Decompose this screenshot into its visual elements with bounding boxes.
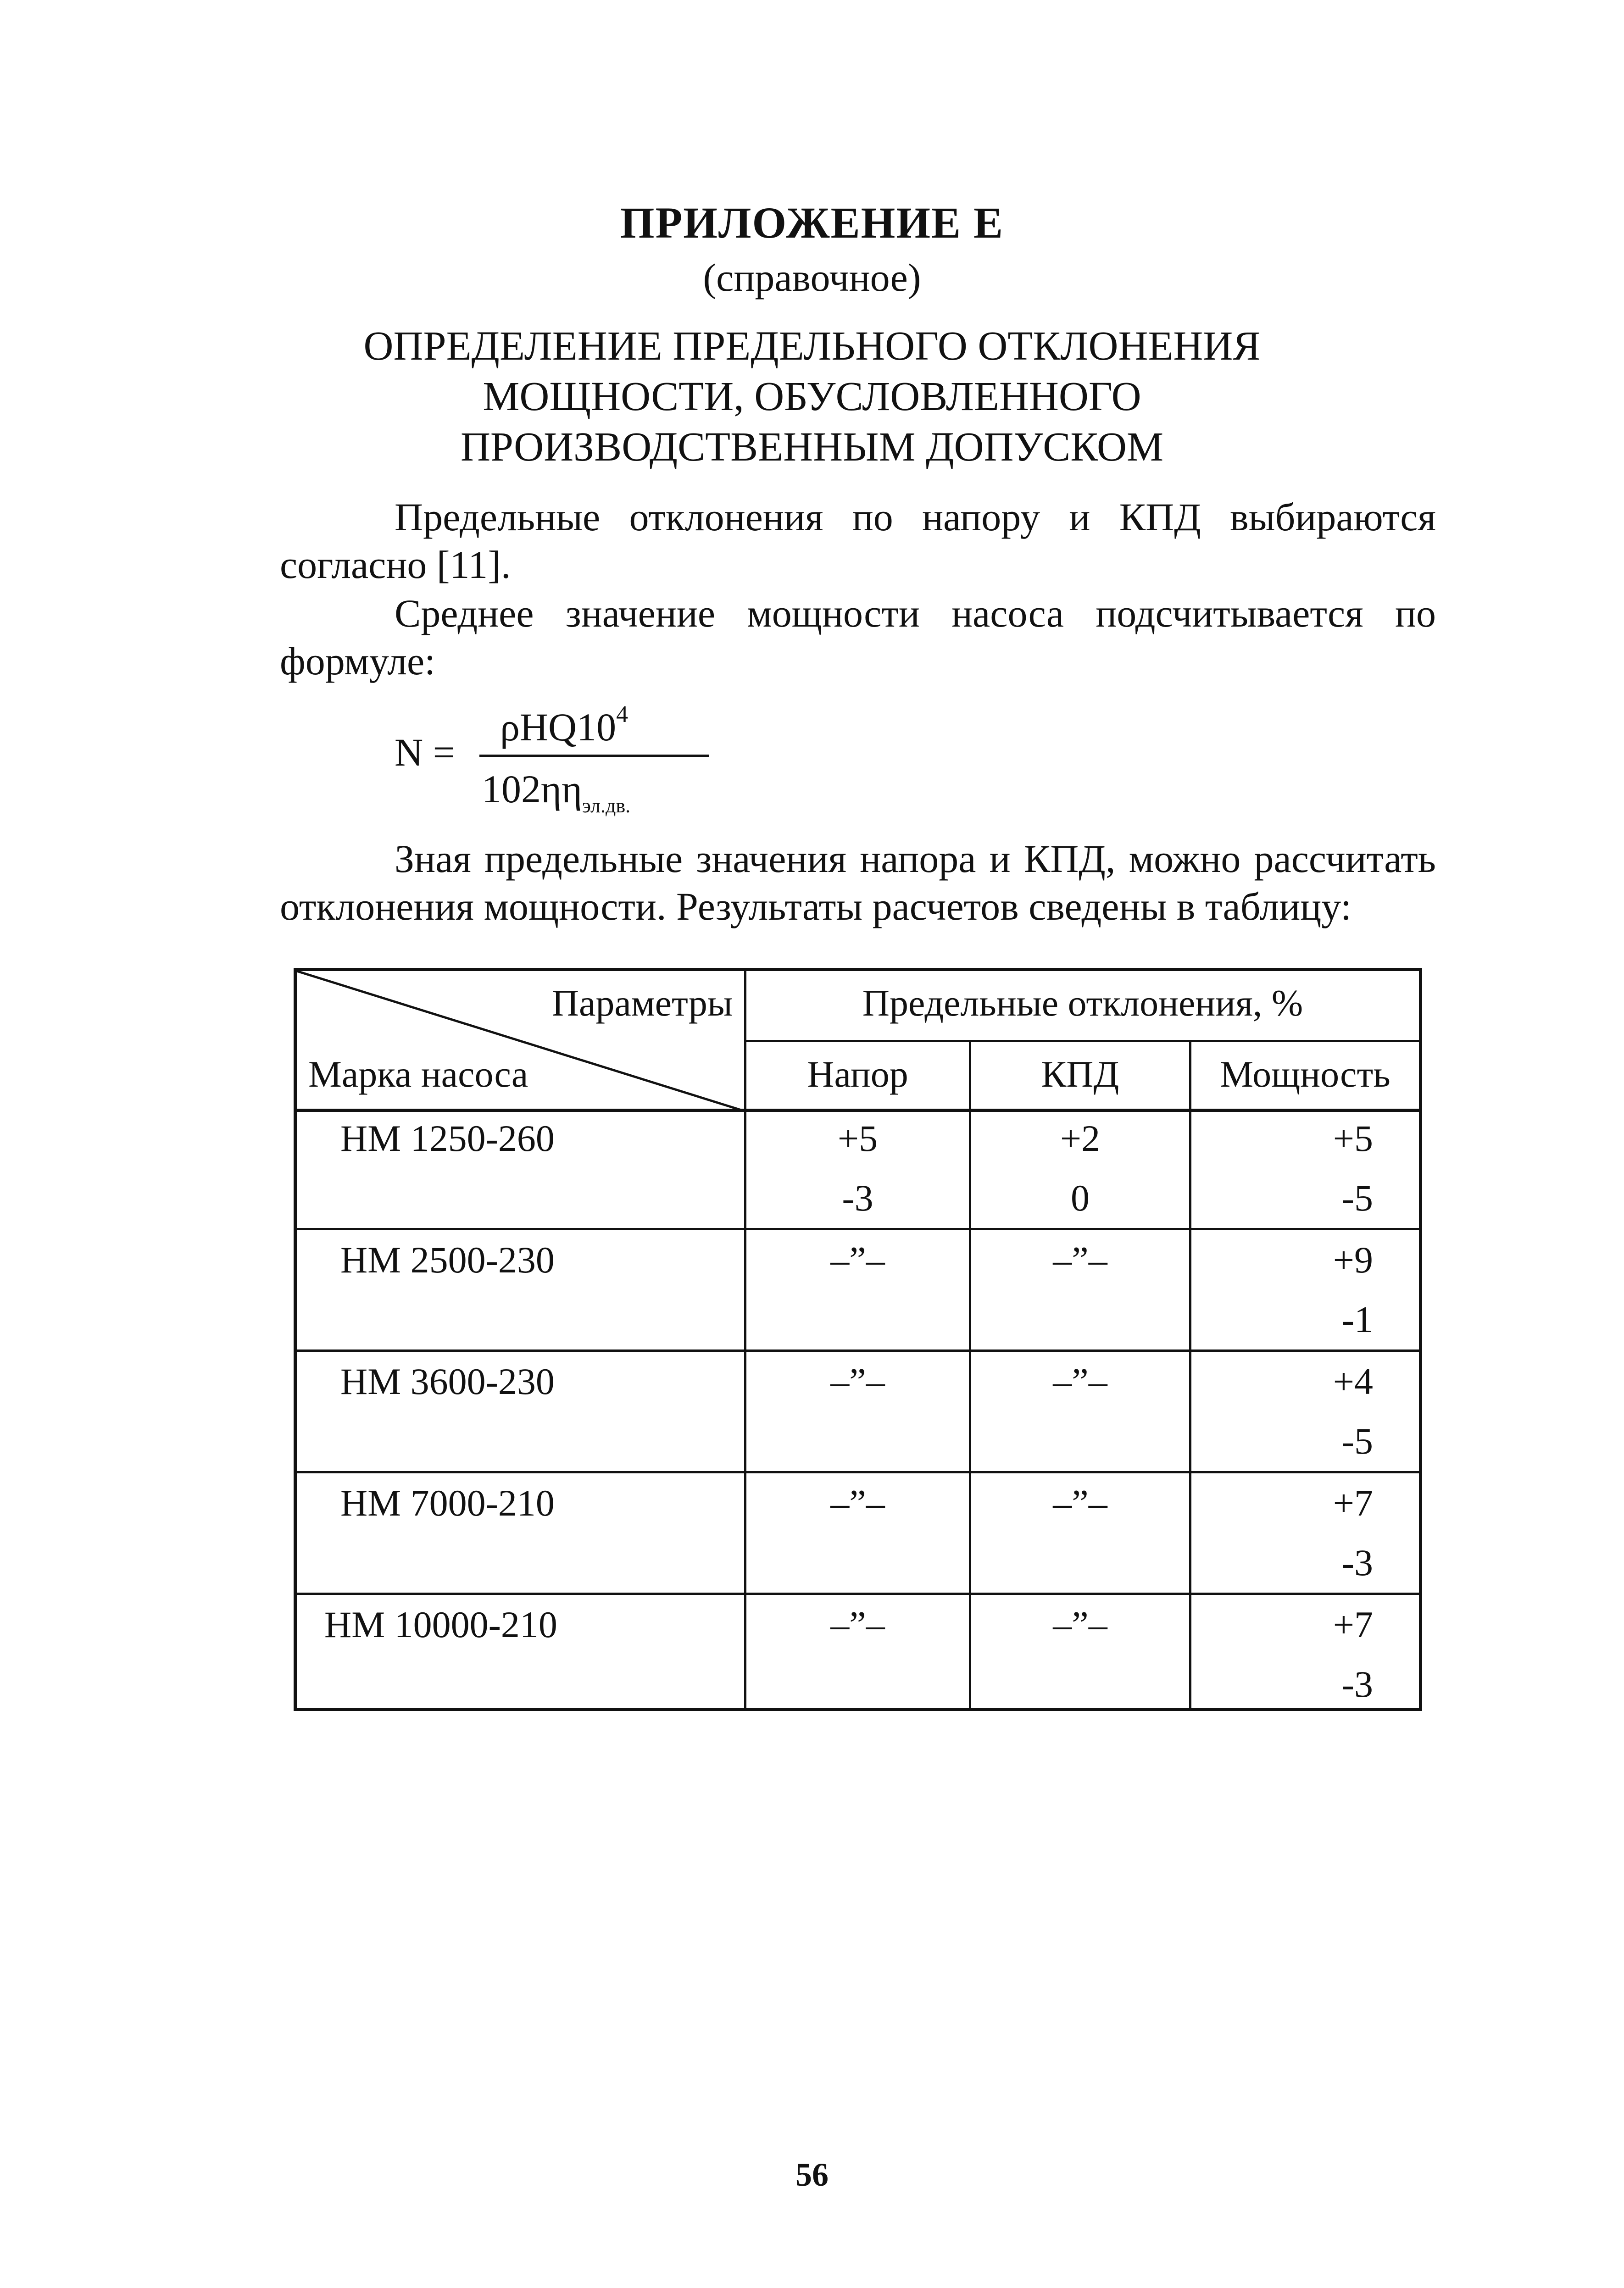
corner-parameters: Параметры xyxy=(551,982,733,1024)
fraction-bar xyxy=(479,755,709,757)
heading-line-2: МОЩНОСТИ, ОБУСЛОВЛЕННОГО xyxy=(483,374,1141,419)
row-divider-1 xyxy=(297,1228,1419,1230)
column-header-head: Напор xyxy=(807,1053,908,1095)
power-plus: +5 xyxy=(1333,1117,1373,1159)
efficiency-minus: 0 xyxy=(1071,1177,1090,1219)
formula-denominator-base: 102ηη xyxy=(482,767,582,811)
paragraph-results: Зная предельные значения напора и КПД, можно рассчитать отклонения мощности. Результаты расчетов сведены в таблицу: xyxy=(280,837,1436,928)
appendix-title: ПРИЛОЖЕНИЕ Е xyxy=(620,198,1004,247)
head-ditto: –”– xyxy=(830,1604,885,1645)
head-ditto: –”– xyxy=(830,1482,885,1524)
efficiency-ditto: –”– xyxy=(1053,1604,1107,1645)
header-bottom-line xyxy=(297,1109,1419,1112)
paragraph-deviations: Предельные отклонения по напору и КПД выбираются согласно [11]. xyxy=(280,495,1436,587)
formula-denominator xyxy=(482,766,631,817)
efficiency-ditto: –”– xyxy=(1053,1482,1107,1524)
power-plus: +7 xyxy=(1333,1482,1373,1524)
formula-numerator-exponent: 4 xyxy=(616,701,628,728)
head-ditto: –”– xyxy=(830,1239,885,1281)
head-minus: -3 xyxy=(842,1177,873,1219)
row-divider-2 xyxy=(297,1349,1419,1352)
deviation-table xyxy=(294,968,1422,1711)
formula-denominator-subscript: эл.дв. xyxy=(582,794,631,817)
heading-line-1: ОПРЕДЕЛЕНИЕ ПРЕДЕЛЬНОГО ОТКЛОНЕНИЯ xyxy=(363,323,1261,369)
power-plus: +4 xyxy=(1333,1361,1373,1402)
column-header-power: Мощность xyxy=(1220,1053,1390,1095)
page-number: 56 xyxy=(795,2156,829,2193)
row-divider-4 xyxy=(297,1593,1419,1595)
pump-name: НМ 2500-230 xyxy=(340,1239,555,1281)
head-plus: +5 xyxy=(837,1117,878,1159)
formula-lhs: N = xyxy=(395,730,456,774)
column-header-efficiency: КПД xyxy=(1041,1053,1119,1095)
pump-name: НМ 10000-210 xyxy=(324,1604,557,1645)
head-ditto: –”– xyxy=(830,1361,885,1402)
pump-name: НМ 1250-260 xyxy=(340,1117,555,1159)
power-minus: -3 xyxy=(1341,1663,1373,1705)
appendix-subtitle: (справочное) xyxy=(703,255,921,300)
efficiency-plus: +2 xyxy=(1060,1117,1101,1159)
formula-numerator-base: ρHQ10 xyxy=(500,705,617,749)
row-divider-3 xyxy=(297,1471,1419,1473)
header-divider xyxy=(744,1040,1419,1042)
group-header-deviations: Предельные отклонения, % xyxy=(862,982,1303,1024)
corner-pump-brand: Марка насоса xyxy=(308,1053,528,1095)
power-minus: -1 xyxy=(1341,1299,1373,1340)
efficiency-ditto: –”– xyxy=(1053,1239,1107,1281)
formula-numerator xyxy=(500,701,628,750)
power-plus: +9 xyxy=(1333,1239,1373,1281)
power-formula xyxy=(395,701,762,823)
heading-line-3: ПРОИЗВОДСТВЕННЫМ ДОПУСКОМ xyxy=(460,424,1164,470)
pump-name: НМ 3600-230 xyxy=(340,1361,555,1402)
power-plus: +7 xyxy=(1333,1604,1373,1645)
pump-name: НМ 7000-210 xyxy=(340,1482,555,1524)
paragraph-average-power: Среднее значение мощности насоса подсчитывается по формуле: xyxy=(280,591,1436,683)
power-minus: -3 xyxy=(1341,1542,1373,1583)
efficiency-ditto: –”– xyxy=(1053,1361,1107,1402)
power-minus: -5 xyxy=(1341,1420,1373,1462)
power-minus: -5 xyxy=(1341,1177,1373,1219)
